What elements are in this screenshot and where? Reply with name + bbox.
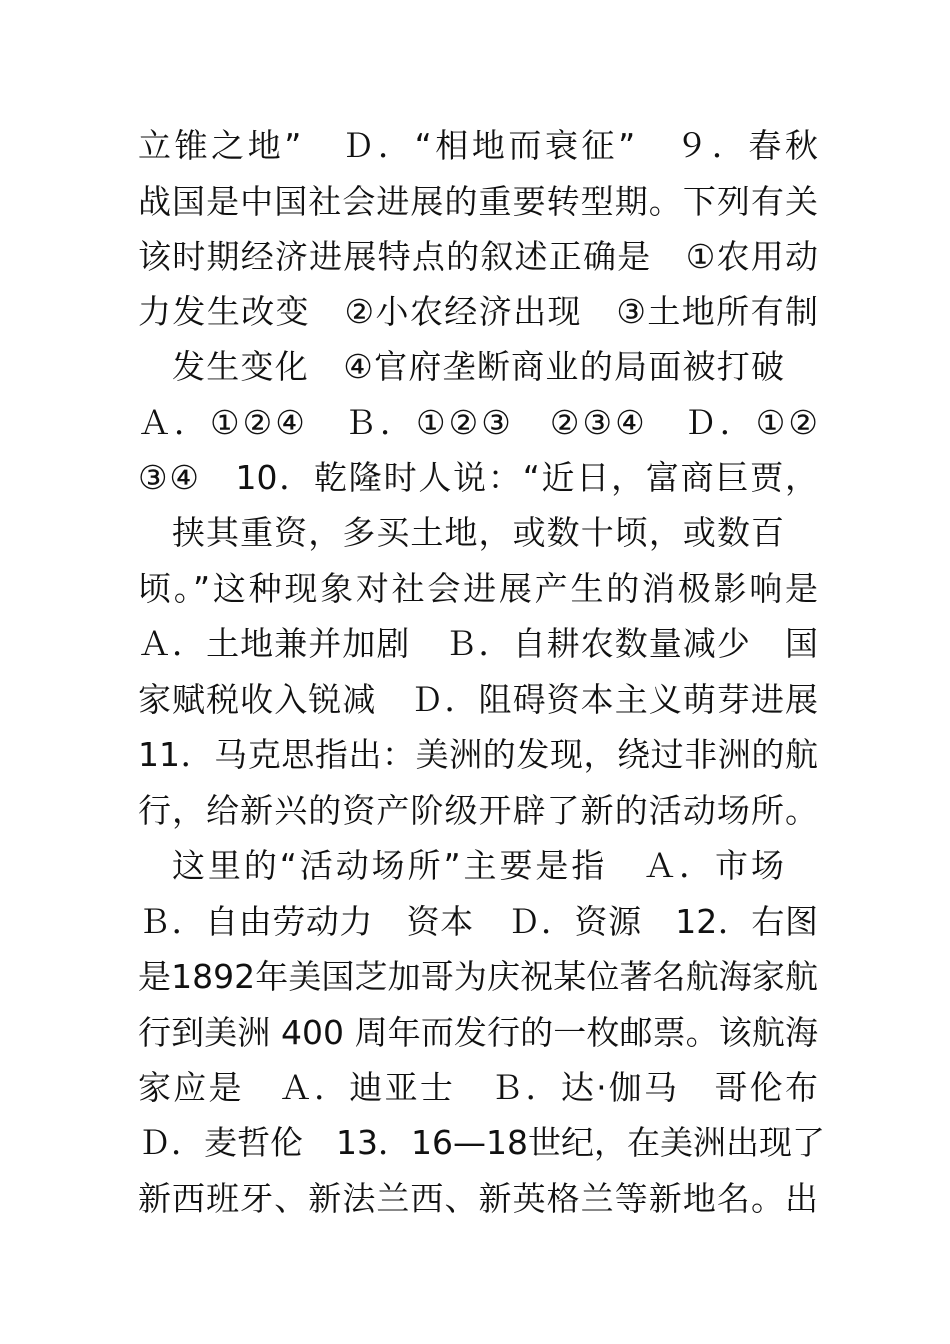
text-line-4: 力发生改变 ②小农经济出现 ③土地所有制 — [138, 292, 818, 331]
text-line-17: 行到美洲 400 周年而发行的一枚邮票。该航海 — [138, 1013, 818, 1052]
text-line-11: 家赋税收入锐减 Ｄ．阻碍资本主义萌芽进展 — [138, 680, 818, 719]
text-line-3: 该时期经济进展特点的叙述正确是 ①农用动 — [138, 237, 818, 276]
text-line-15: Ｂ．自由劳动力 资本 Ｄ．资源 12．右图 — [138, 902, 818, 941]
text-line-5: 发生变化 ④官府垄断商业的局面被打破 — [172, 347, 784, 386]
text-line-1: 立锥之地” Ｄ．“相地而衰征” ９．春秋 — [138, 126, 818, 165]
text-line-2: 战国是中国社会进展的重要转型期。下列有关 — [138, 182, 818, 221]
text-line-16: 是1892年美国芝加哥为庆祝某位著名航海家航 — [138, 957, 818, 996]
text-line-6: Ａ．①②④ Ｂ．①②③ ②③④ Ｄ．①② — [138, 403, 818, 442]
text-line-20: 新西班牙、新法兰西、新英格兰等新地名。出 — [138, 1179, 818, 1218]
text-line-14: 这里的“活动场所”主要是指 Ａ．市场 — [172, 846, 784, 885]
text-line-8: 挟其重资，多买土地，或数十顷，或数百 — [172, 513, 784, 552]
text-line-7: ③④ 10．乾隆时人说：“近日，富商巨贾， — [138, 458, 818, 497]
text-line-10: Ａ．土地兼并加剧 Ｂ．自耕农数量减少 国 — [138, 624, 818, 663]
text-line-9: 顷。”这种现象对社会进展产生的消极影响是 — [138, 569, 818, 608]
text-line-13: 行，给新兴的资产阶级开辟了新的活动场所。 — [138, 791, 818, 830]
text-line-12: 11．马克思指出：美洲的发现，绕过非洲的航 — [138, 735, 818, 774]
text-line-19: Ｄ．麦哲伦 13．16—18世纪，在美洲出现了 — [138, 1123, 825, 1162]
text-line-18: 家应是 Ａ．迪亚士 Ｂ．达·伽马 哥伦布 — [138, 1068, 818, 1107]
